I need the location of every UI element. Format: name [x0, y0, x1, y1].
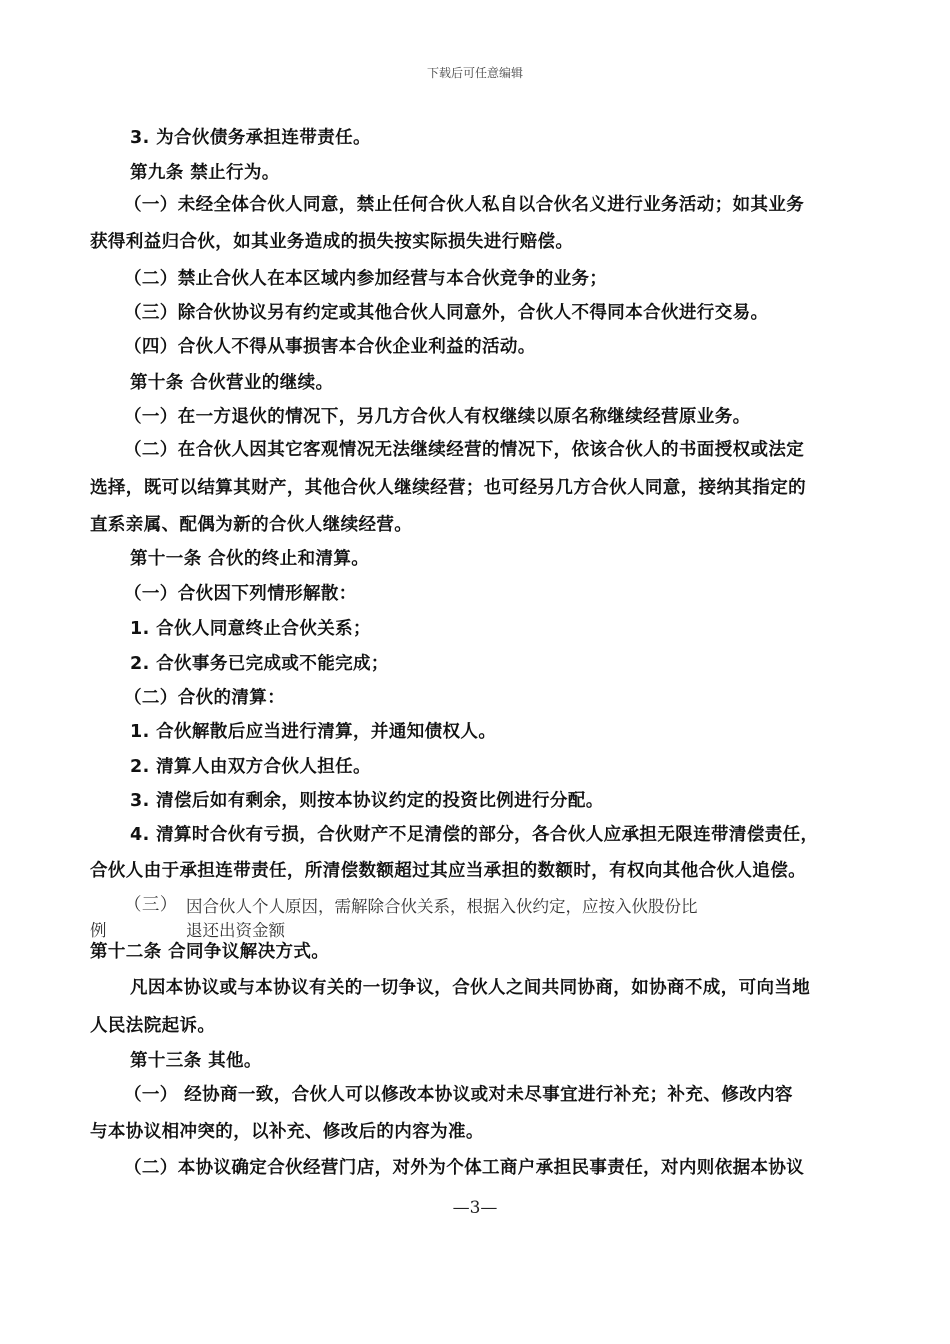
text-line: 第十三条 其他。	[130, 1051, 262, 1071]
special-clause-prefix: （三）	[124, 895, 178, 915]
text-line: 与本协议相冲突的，以补充、修改后的内容为准。	[90, 1122, 484, 1142]
text-line: 第九条 禁止行为。	[130, 163, 280, 183]
text-line: （二）本协议确定合伙经营门店，对外为个体工商户承担民事责任，对内则依据本协议	[124, 1158, 805, 1178]
special-clause-wrap-left: 例	[90, 921, 107, 940]
text-line: 第十条 合伙营业的继续。	[130, 373, 334, 393]
text-line: 人民法院起诉。	[90, 1016, 216, 1036]
text-line: （一）合伙因下列情形解散：	[124, 584, 357, 604]
text-line: 合伙人由于承担连带责任，所清偿数额超过其应当承担的数额时，有权向其他合伙人追偿。	[90, 861, 806, 881]
text-line: （一）未经全体合伙人同意，禁止任何合伙人私自以合伙名义进行业务活动；如其业务	[124, 195, 805, 215]
text-line: （二）合伙的清算：	[124, 688, 286, 708]
text-line: （一） 经协商一致，合伙人可以修改本协议或对未尽事宜进行补充；补充、修改内容	[124, 1085, 793, 1105]
text-line: 2. 清算人由双方合伙人担任。	[130, 757, 371, 777]
text-line: 获得利益归合伙，如其业务造成的损失按实际损失进行赔偿。	[90, 232, 574, 252]
text-line: 第十一条 合伙的终止和清算。	[130, 549, 370, 569]
text-line: （二）在合伙人因其它客观情况无法继续经营的情况下，依该合伙人的书面授权或法定	[124, 440, 805, 460]
text-line: 3. 为合伙债务承担连带责任。	[130, 128, 371, 148]
text-line: （三）除合伙协议另有约定或其他合伙人同意外，合伙人不得同本合伙进行交易。	[124, 303, 769, 323]
page-number: —3—	[452, 1198, 498, 1218]
special-clause-wrap-right: 退还出资金额	[186, 921, 285, 940]
text-line: 直系亲属、配偶为新的合伙人继续经营。	[90, 515, 413, 535]
text-line: 1. 合伙解散后应当进行清算，并通知债权人。	[130, 722, 497, 742]
text-line: （二）禁止合伙人在本区域内参加经营与本合伙竞争的业务；	[124, 269, 608, 289]
text-line: 第十二条 合同争议解决方式。	[90, 942, 330, 962]
page-header: 下载后可任意编辑	[426, 66, 523, 80]
text-line: 3. 清偿后如有剩余，则按本协议约定的投资比例进行分配。	[130, 791, 604, 811]
text-line: （四）合伙人不得从事损害本合伙企业利益的活动。	[124, 337, 536, 357]
text-line: 1. 合伙人同意终止合伙关系；	[130, 619, 371, 639]
text-line: 凡因本协议或与本协议有关的一切争议，合伙人之间共同协商，如协商不成，可向当地	[130, 978, 811, 998]
text-line: 选择，既可以结算其财产，其他合伙人继续经营；也可经另几方合伙人同意，接纳其指定的	[90, 478, 806, 498]
special-clause-text: 因合伙人个人原因，需解除合伙关系，根据入伙约定，应按入伙股份比	[186, 897, 698, 916]
text-line: 2. 合伙事务已完成或不能完成；	[130, 654, 389, 674]
text-line: （一）在一方退伙的情况下，另几方合伙人有权继续以原名称继续经营原业务。	[124, 407, 751, 427]
text-line: 4. 清算时合伙有亏损，合伙财产不足清偿的部分，各合伙人应承担无限连带清偿责任，	[130, 825, 819, 845]
